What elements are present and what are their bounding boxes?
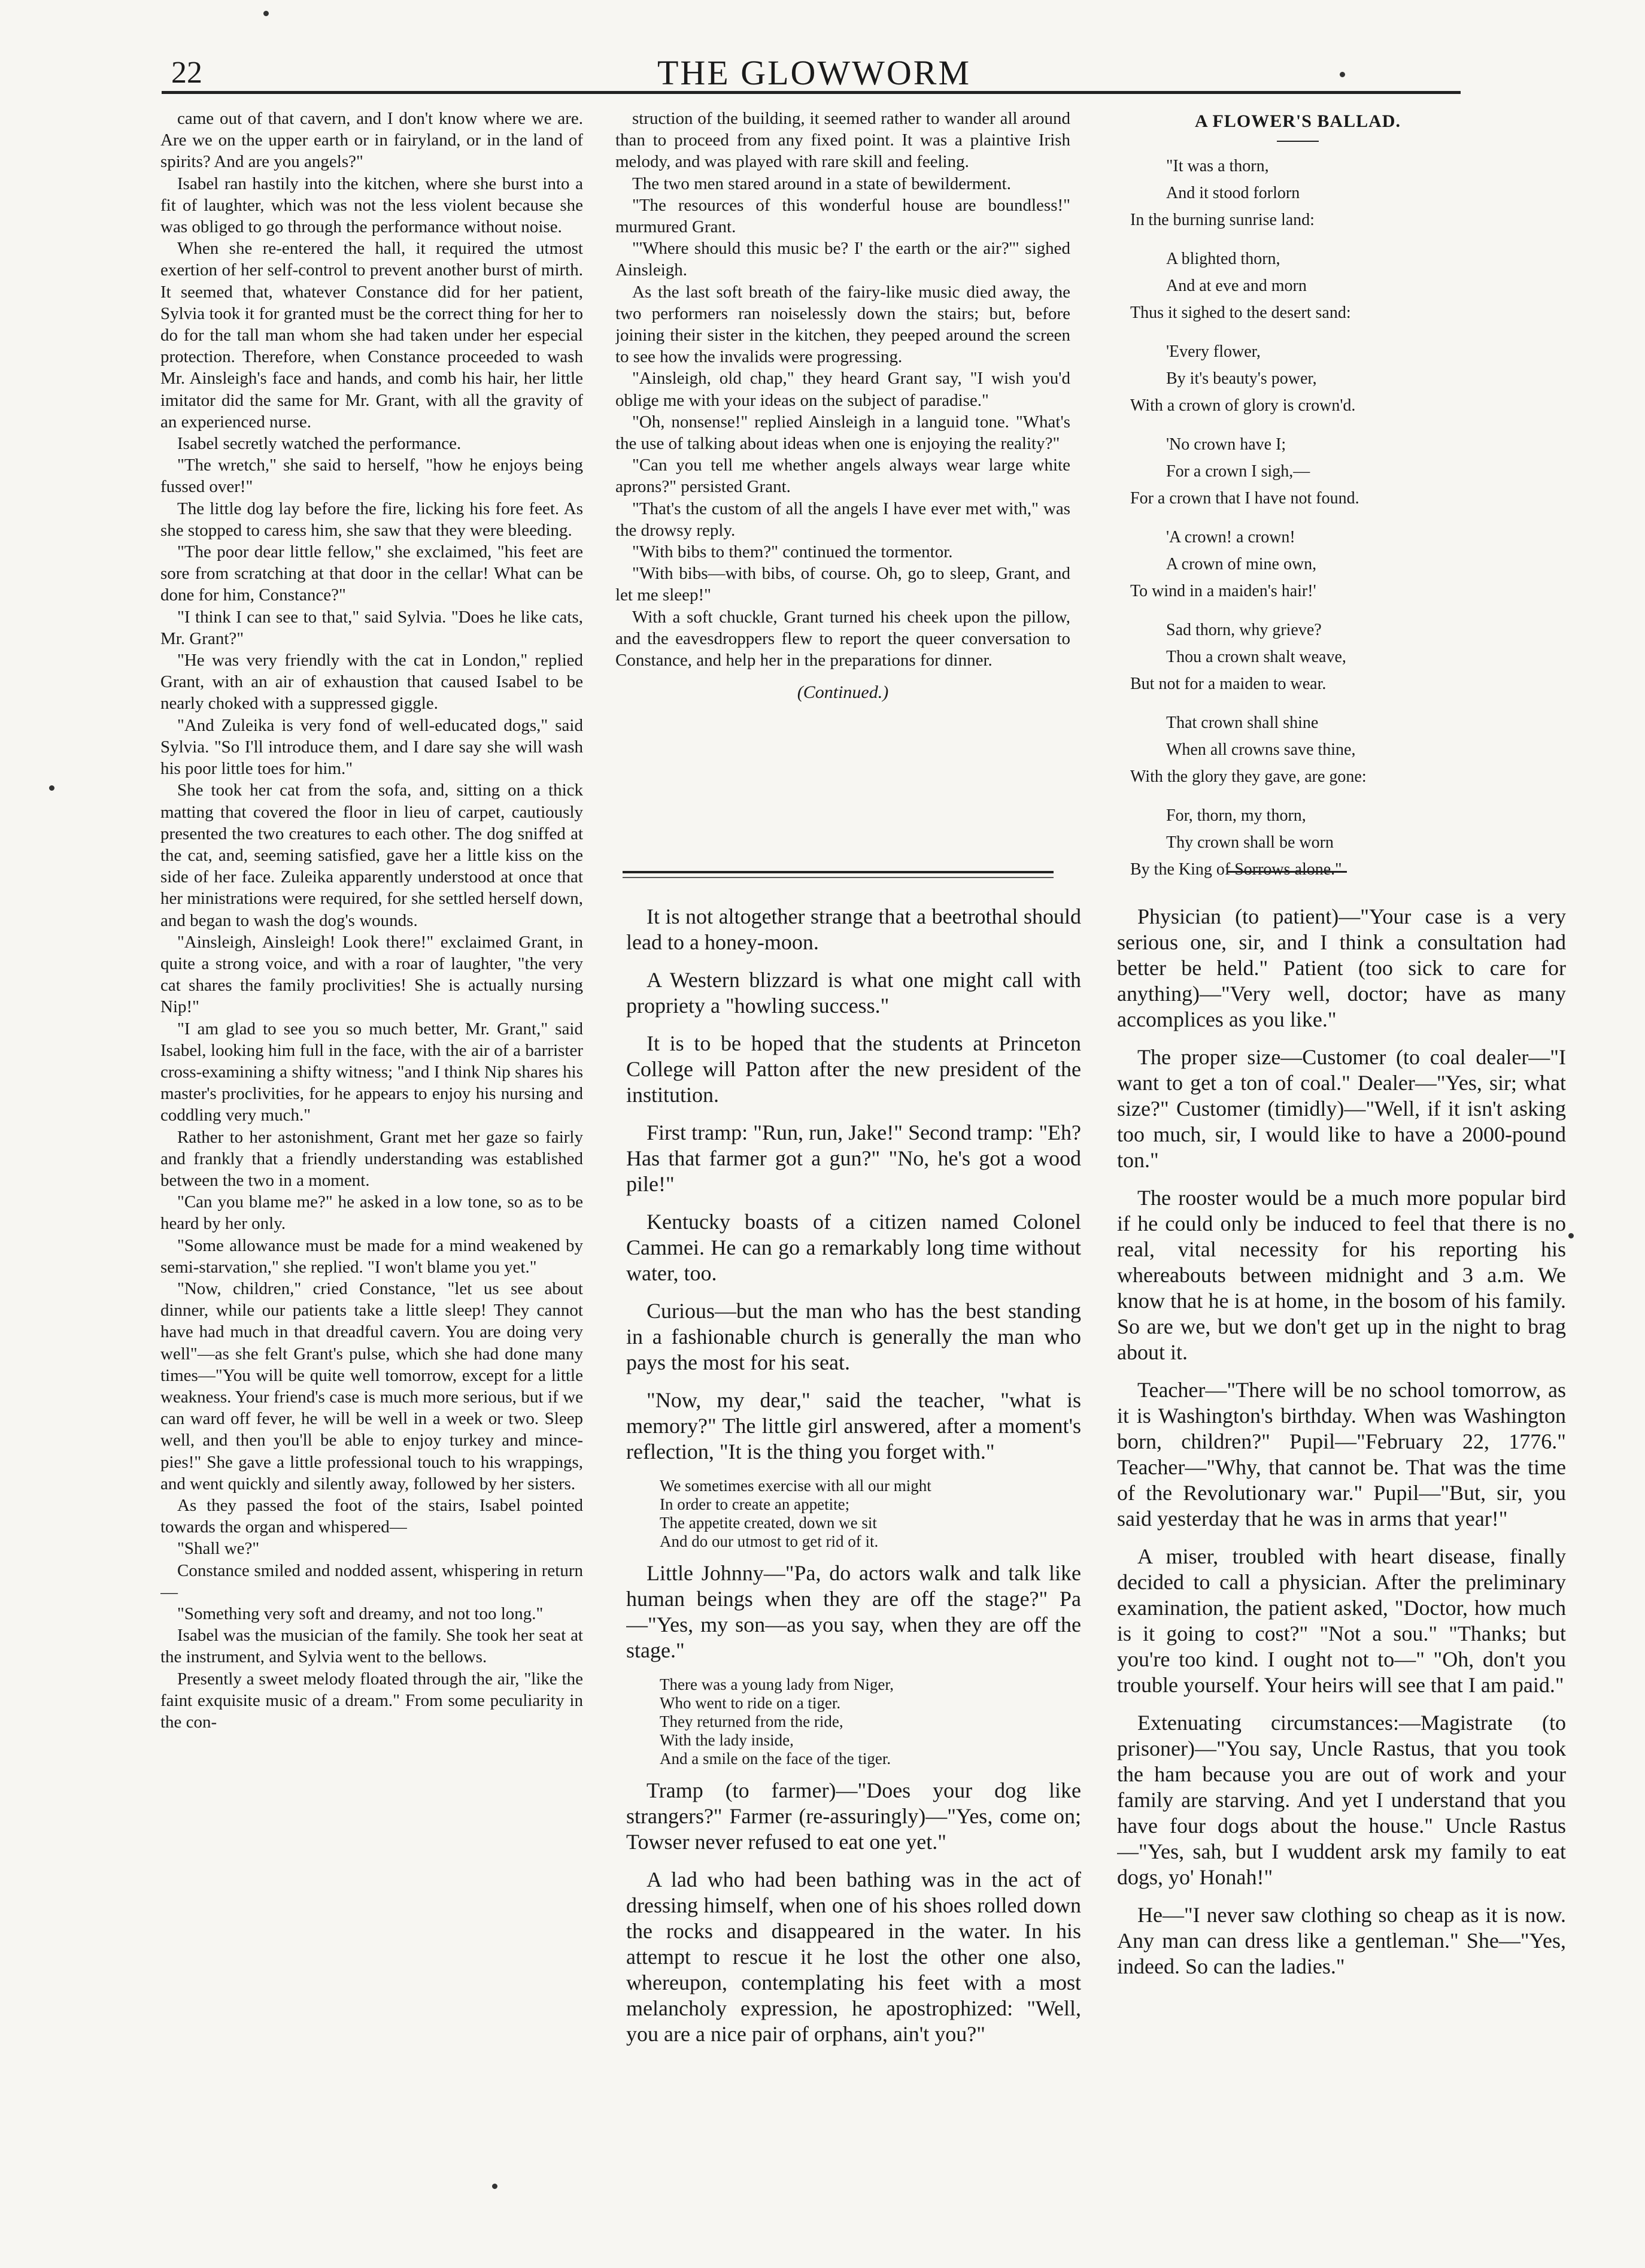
story-paragraph: "He was very friendly with the cat in London," replied Grant, with an air of exhaustion that caused Isabel to be nearly choked with a suppressed giggle. bbox=[160, 651, 583, 714]
poem-line: A crown of mine own, bbox=[1166, 555, 1317, 573]
story-paragraph: "Shall we?" bbox=[177, 1539, 260, 1559]
story-paragraph: "I think I can see to that," said Sylvia. "Does he like cats, Mr. Grant?" bbox=[160, 607, 583, 648]
joke-item: A lad who had been bathing was in the act of dressing himself, when one of his shoes rolled down the rocks and disappeared in the water. In his attempt to rescue it he lost the other one also, whereupon, contemplating his feet with a most melancholy expression, he apostrophized: "Well, you are a nice pair of orphans, ain't you?" bbox=[626, 1868, 1081, 2046]
story-paragraph: "The poor dear little fellow," she exclaimed, "his feet are sore from scratching at that door in the cellar! What can be done for him, Constance?" bbox=[160, 542, 583, 605]
story-paragraph: As the last soft breath of the fairy-like music died away, the two performers ran noiselessly down the stairs; but, before joining their sister in the kitchen, they peeped around the screen to see how the invalids were progressing. bbox=[615, 282, 1070, 367]
poem-line: That crown shall shine bbox=[1166, 714, 1319, 732]
poem-stanza bbox=[1130, 245, 1483, 326]
poem-stanza bbox=[1130, 524, 1483, 605]
joke-item: The rooster would be a much more popular bird if he could only be induced to feel that there is no real, vital necessity for his reporting his whereabouts between midnight and 3 a.m. We know that he is at home, in the bosom of his family. So are we, but we don't get up in the night to brag about it. bbox=[1117, 1186, 1566, 1364]
title-rule bbox=[1277, 141, 1319, 142]
poem-line: Thy crown shall be worn bbox=[1166, 833, 1334, 852]
print-speck bbox=[263, 11, 269, 16]
story-paragraph: She took her cat from the sofa, and, sitting on a thick matting that covered the floor in lieu of carpet, cautiously presented the two creatures to each other. The dog sniffed at the cat, and, seeming satisfied, gave her a little kiss on the side of her face. Zuleika apparently understood at once that her ministrations were required, for she settled herself down, and began to wash the dog's wounds. bbox=[160, 781, 583, 930]
story-paragraph: Presently a sweet melody floated through the air, "like the faint exquisite music of a dream." From some peculiarity in the con- bbox=[160, 1669, 583, 1732]
verse-limerick: There was a young lady from Niger, Who went to ride on a tiger. They returned from the ride, With the lady inside, And a smile on the face of the tiger. bbox=[660, 1675, 894, 1768]
joke-item: Kentucky boasts of a citizen named Colonel Cammei. He can go a remarkably long time without water, too. bbox=[626, 1210, 1081, 1285]
story-paragraph: When she re-entered the hall, it required the utmost exertion of her self-control to prevent another burst of mirth. It seemed that, whatever Constance did for her patient, Sylvia took it for granted must be the correct thing for her to do for the tall man whom she had taken under her especial protection. Therefore, when Constance proceeded to wash Mr. Ainsleigh's face and hands, and comb his hair, her little imitator did the same for Mr. Grant, with all the gravity of an experienced nurse. bbox=[160, 239, 583, 432]
poem-line: Sad thorn, why grieve? bbox=[1166, 621, 1322, 639]
story-paragraph: "'Where should this music be? I' the earth or the air?'" sighed Ainsleigh. bbox=[615, 239, 1070, 280]
poem-line: And at eve and morn bbox=[1166, 277, 1307, 295]
story-paragraph: "The wretch," she said to herself, "how he enjoys being fussed over!" bbox=[160, 456, 583, 497]
joke-item: He—"I never saw clothing so cheap as it is now. Any man can dress like a gentleman." She—"Yes, indeed. So can the ladies." bbox=[1117, 1903, 1566, 1978]
verse-quatrain: We sometimes exercise with all our might In order to create an appetite; The appetite created, down we sit And do our utmost to get rid of it. bbox=[660, 1477, 931, 1550]
story-paragraph: "Some allowance must be made for a mind weakened by semi-starvation," she replied. "I won't blame you yet." bbox=[160, 1235, 583, 1277]
poem-line: Thus it sighed to the desert sand: bbox=[1130, 303, 1351, 322]
joke-item: "Now, my dear," said the teacher, "what is memory?" The little girl answered, after a moment's reflection, "It is the thing you forget with." bbox=[626, 1388, 1081, 1464]
joke-item: A Western blizzard is what one might call with propriety a "howling success." bbox=[626, 968, 1081, 1018]
poem-stanza bbox=[1130, 431, 1483, 512]
jokes-column-2 bbox=[626, 904, 1081, 2173]
poem-line: Thou a crown shalt weave, bbox=[1166, 648, 1346, 666]
poem-title: A FLOWER'S BALLAD. bbox=[1195, 111, 1401, 131]
joke-item: Curious—but the man who has the best standing in a fashionable church is generally the man who pays the most for his seat. bbox=[626, 1299, 1081, 1374]
poem-line: 'Every flower, bbox=[1166, 342, 1261, 361]
poem-line: For, thorn, my thorn, bbox=[1166, 806, 1306, 825]
poem-line: For a crown I sigh,— bbox=[1166, 462, 1310, 481]
poem-line: "It was a thorn, bbox=[1166, 157, 1269, 175]
story-paragraph: The two men stared around in a state of bewilderment. bbox=[632, 174, 1011, 193]
poem-line: But not for a maiden to wear. bbox=[1130, 675, 1327, 693]
story-paragraph: Isabel ran hastily into the kitchen, where she burst into a fit of laughter, which was not the less violent because she was obliged to go through the performance without noise. bbox=[160, 174, 583, 237]
joke-item: A miser, troubled with heart disease, finally decided to call a physician. After the preliminary examination, the patient asked, "Doctor, how much is it going to cost?" "Not a sou." "Thanks; but you're too kind. I ought not to—" "Oh, don't you trouble yourself. Your heirs will see that I am paid." bbox=[1117, 1544, 1566, 1697]
story-paragraph: "And Zuleika is very fond of well-educated dogs," said Sylvia. "So I'll introduce them, and I dare say she will wash his poor little toes for him." bbox=[160, 715, 583, 779]
story-paragraph: struction of the building, it seemed rather to wander all around than to proceed from any fixed point. It was a plaintive Irish melody, and was played with rare skill and feeling. bbox=[615, 109, 1070, 172]
poem-line: With the glory they gave, are gone: bbox=[1130, 767, 1367, 786]
story-paragraph: "I am glad to see you so much better, Mr. Grant," said Isabel, looking him full in the face, with the air of a barrister cross-examining a shifty witness; "and I think Nip shares his master's proclivities, for he appears to enjoy his nursing and coddling very much." bbox=[160, 1019, 583, 1125]
story-column-2 bbox=[615, 108, 1070, 862]
joke-item: Physician (to patient)—"Your case is a very serious one, sir, and I think a consultation had better be held." Patient (too sick to care for anything)—"Very well, doctor; have as many accomplices as you like." bbox=[1117, 904, 1566, 1031]
poem-stanza bbox=[1130, 153, 1483, 233]
story-paragraph: With a soft chuckle, Grant turned his cheek upon the pillow, and the eavesdroppers flew to report the queer conversation to Constance, and help her in the preparations for dinner. bbox=[615, 607, 1070, 670]
story-paragraph: Isabel was the musician of the family. She took her seat at the instrument, and Sylvia went to the bellows. bbox=[160, 1626, 583, 1667]
print-speck bbox=[1340, 72, 1345, 77]
poem-line: 'A crown! a crown! bbox=[1166, 528, 1295, 546]
poem-line: 'No crown have I; bbox=[1166, 435, 1286, 454]
story-paragraph: "That's the custom of all the angels I have ever met with," was the drowsy reply. bbox=[615, 499, 1070, 540]
jokes-column-3 bbox=[1117, 904, 1566, 2173]
joke-item: Teacher—"There will be no school tomorrow, as it is Washington's birthday. When was Washington born, children?" Pupil—"February 22, 1776." Teacher—"Why, that cannot be. That was the time of the Revolutionary war." Pupil—"But, sir, you said yesterday that he was in arms that year!" bbox=[1117, 1378, 1566, 1531]
story-paragraph: "Something very soft and dreamy, and not too long." bbox=[177, 1604, 544, 1624]
story-paragraph: The little dog lay before the fire, licking his fore feet. As she stopped to caress him, she saw that they were bleeding. bbox=[160, 499, 583, 540]
story-paragraph: "Now, children," cried Constance, "let us see about dinner, while our patients take a little sleep! They cannot have had much in that dreadful cavern. You are doing very well"—as she felt Grant's pulse, which she had done many times—"You will be quite well tomorrow, except for a little weakness. Your friend's case is much more serious, but if we can ward off fever, he will be well in a week or two. Sleep well, and then you'll be able to enjoy turkey and mince-pies!" She gave a little professional touch to his wrappings, and went quickly and silently away, followed by her sisters. bbox=[160, 1279, 583, 1493]
joke-item: It is not altogether strange that a beetrothal should lead to a honey-moon. bbox=[626, 904, 1081, 954]
poem-line: By the King of Sorrows alone." bbox=[1130, 860, 1342, 879]
story-paragraph: "With bibs to them?" continued the tormentor. bbox=[632, 542, 953, 562]
story-paragraph: "Can you tell me whether angels always wear large white aprons?" persisted Grant. bbox=[615, 456, 1070, 497]
story-paragraph: "Ainsleigh, Ainsleigh! Look there!" exclaimed Grant, in quite a strong voice, and with a roar of laughter, "the very cat shares the family proclivities! She is actually nursing Nip!" bbox=[160, 932, 583, 1017]
poem-stanza bbox=[1130, 617, 1483, 697]
poem-line: And it stood forlorn bbox=[1166, 184, 1300, 202]
poem-stanza bbox=[1130, 338, 1483, 419]
poem-line: For a crown that I have not found. bbox=[1130, 489, 1359, 508]
story-paragraph: "Can you blame me?" he asked in a low tone, so as to be heard by her only. bbox=[160, 1192, 583, 1234]
poem-line: To wind in a maiden's hair!' bbox=[1130, 582, 1316, 600]
story-paragraph: "The resources of this wonderful house are boundless!" murmured Grant. bbox=[615, 195, 1070, 237]
print-speck bbox=[1568, 1233, 1574, 1238]
story-paragraph: came out of that cavern, and I don't know where we are. Are we on the upper earth or in fairyland, or in the land of spirits? And are you angels?" bbox=[160, 109, 583, 172]
joke-item: Extenuating circumstances:—Magistrate (to prisoner)—"You say, Uncle Rastus, that you took the ham because you are out of work and your family are starving. And yet I understand that you have four dogs about the house." Uncle Rastus—"Yes, sah, but I wuddent arsk my family to eat dogs, yo' Honah!" bbox=[1117, 1711, 1566, 1889]
story-paragraph: Constance smiled and nodded assent, whispering in return— bbox=[160, 1560, 583, 1602]
print-speck bbox=[49, 785, 54, 791]
story-paragraph: As they passed the foot of the stairs, Isabel pointed towards the organ and whispered— bbox=[160, 1496, 583, 1537]
continued-note: (Continued.) bbox=[797, 682, 889, 703]
poem-line: In the burning sunrise land: bbox=[1130, 211, 1315, 229]
poem-stanza bbox=[1130, 709, 1483, 790]
story-paragraph: Isabel secretly watched the performance. bbox=[177, 434, 462, 454]
poem-line: By it's beauty's power, bbox=[1166, 369, 1317, 388]
section-divider bbox=[623, 871, 1054, 873]
story-column-1 bbox=[160, 108, 583, 2167]
poem-line: With a crown of glory is crown'd. bbox=[1130, 396, 1356, 415]
poem-line: A blighted thorn, bbox=[1166, 250, 1280, 268]
print-speck bbox=[492, 2184, 497, 2189]
poem-line: When all crowns save thine, bbox=[1166, 740, 1356, 759]
page-header bbox=[162, 48, 1467, 96]
joke-item: It is to be hoped that the students at Princeton College will Patton after the new president of the institution. bbox=[626, 1031, 1081, 1107]
story-paragraph: "Oh, nonsense!" replied Ainsleigh in a languid tone. "What's the use of talking about ideas when one is enjoying the reality?" bbox=[615, 412, 1070, 454]
joke-item: The proper size—Customer (to coal dealer—"I want to get a ton of coal." Dealer—"Yes, sir; what size?" Customer (timidly)—"Well, if it isn't asking too much, sir, I would like to have a 2000-pound ton." bbox=[1117, 1045, 1566, 1172]
poem-end-rule bbox=[1227, 871, 1347, 873]
joke-item: First tramp: "Run, run, Jake!" Second tramp: "Eh? Has that farmer got a gun?" "No, he's got a wood pile!" bbox=[626, 1121, 1081, 1196]
story-paragraph: Rather to her astonishment, Grant met her gaze so fairly and frankly that a friendly understanding was established between the two in a moment. bbox=[160, 1127, 583, 1190]
story-paragraph: "With bibs—with bibs, of course. Oh, go to sleep, Grant, and let me sleep!" bbox=[615, 564, 1070, 605]
story-paragraph: "Ainsleigh, old chap," they heard Grant say, "I wish you'd oblige me with your ideas on the subject of paradise." bbox=[615, 369, 1070, 410]
joke-item: Little Johnny—"Pa, do actors walk and talk like human beings when they are off the stage?" Pa—"Yes, my son—as you say, when they are off the stage." bbox=[626, 1561, 1081, 1662]
running-title: THE GLOWWORM bbox=[657, 53, 972, 92]
section-divider-thin bbox=[623, 877, 1054, 878]
joke-item: Tramp (to farmer)—"Does your dog like strangers?" Farmer (re-assuringly)—"Yes, come on; Towser never refused to eat one yet." bbox=[626, 1778, 1081, 1854]
header-rule bbox=[162, 91, 1461, 94]
page-number: 22 bbox=[171, 56, 202, 90]
